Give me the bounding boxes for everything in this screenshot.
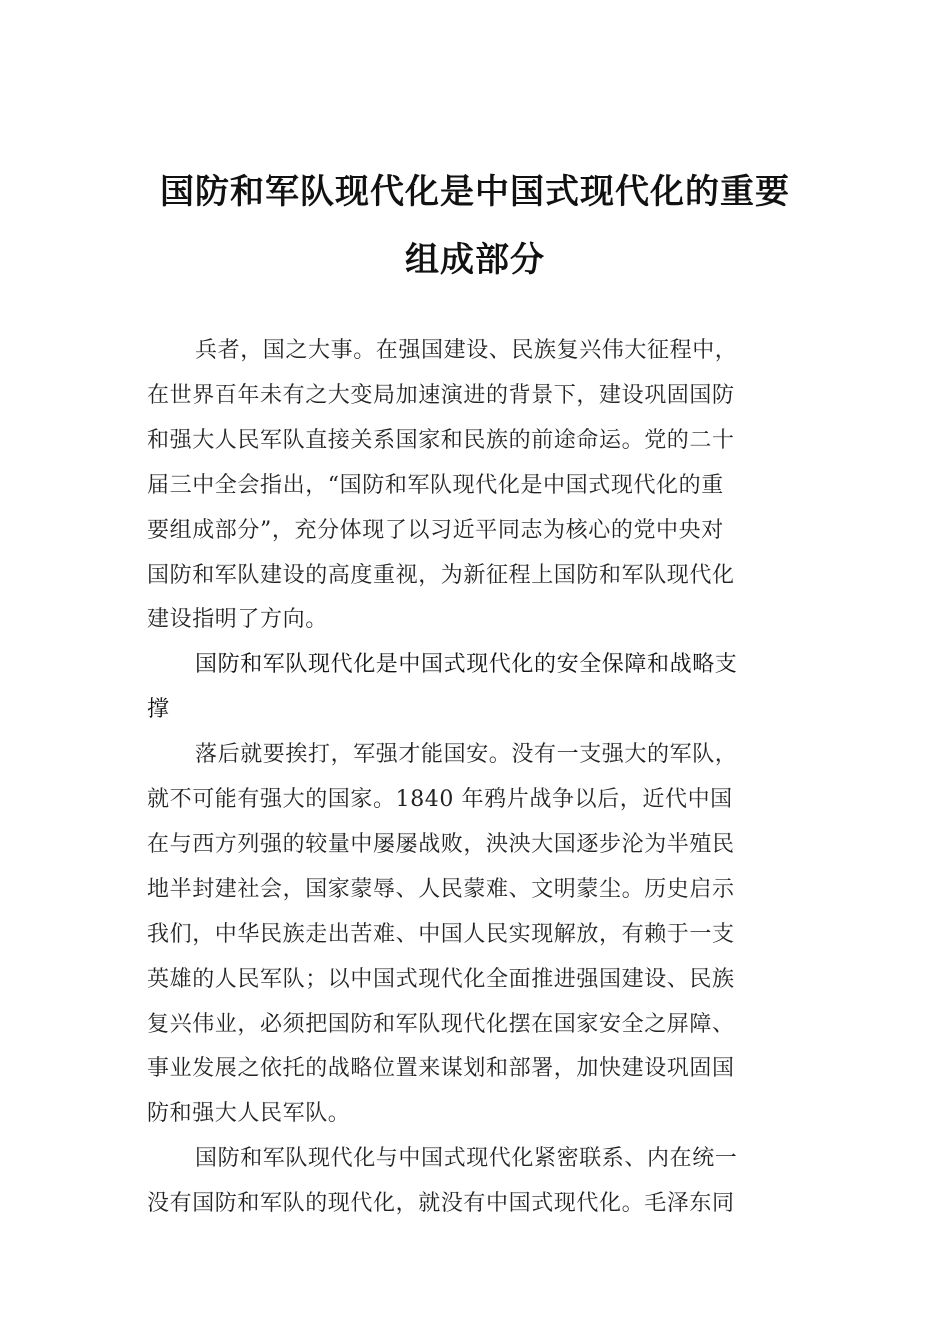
paragraph-2-line-3: 在与西方列强的较量中屡屡战败，泱泱大国逐步沦为半殖民	[147, 832, 735, 857]
paragraph-1-line-1: 兵者，国之大事。在强国建设、民族复兴伟大征程中，	[195, 338, 738, 363]
paragraph-1-line-7: 建设指明了方向。	[147, 607, 328, 632]
paragraph-1-line-4: 届三中全会指出，“国防和军队现代化是中国式现代化的重	[147, 473, 724, 498]
paragraph-2-line-2: 就不可能有强大的国家。1840 年鸦片战争以后，近代中国	[147, 787, 733, 812]
paragraph-3-line-2: 没有国防和军队的现代化，就没有中国式现代化。毛泽东同	[147, 1191, 735, 1216]
paragraph-2-line-7: 复兴伟业，必须把国防和军队现代化摆在国家安全之屏障、	[147, 1012, 735, 1037]
paragraph-2-line-4: 地半封建社会，国家蒙辱、人民蒙难、文明蒙尘。历史启示	[147, 877, 735, 902]
paragraph-2-line-1: 落后就要挨打，军强才能国安。没有一支强大的军队，	[195, 742, 738, 767]
paragraph-3-line-1: 国防和军队现代化与中国式现代化紧密联系、内在统一	[195, 1146, 738, 1171]
paragraph-2-line-9: 防和强大人民军队。	[147, 1101, 351, 1126]
document-title-line-1: 国防和军队现代化是中国式现代化的重要	[160, 172, 790, 212]
paragraph-2-line-6: 英雄的人民军队；以中国式现代化全面推进强国建设、民族	[147, 967, 735, 992]
paragraph-1-line-2: 在世界百年未有之大变局加速演进的背景下，建设巩固国防	[147, 383, 735, 408]
paragraph-1-line-5: 要组成部分”，充分体现了以习近平同志为核心的党中央对	[147, 518, 724, 543]
document-title-line-2: 组成部分	[405, 240, 545, 280]
section-heading-line-1: 国防和军队现代化是中国式现代化的安全保障和战略支	[195, 652, 738, 677]
paragraph-1-line-6: 国防和军队建设的高度重视，为新征程上国防和军队现代化	[147, 563, 735, 588]
paragraph-1-line-3: 和强大人民军队直接关系国家和民族的前途命运。党的二十	[147, 428, 735, 453]
paragraph-2-line-8: 事业发展之依托的战略位置来谋划和部署，加快建设巩固国	[147, 1056, 735, 1081]
paragraph-2-line-5: 我们，中华民族走出苦难、中国人民实现解放，有赖于一支	[147, 922, 735, 947]
section-heading-line-2: 撑	[147, 697, 170, 722]
